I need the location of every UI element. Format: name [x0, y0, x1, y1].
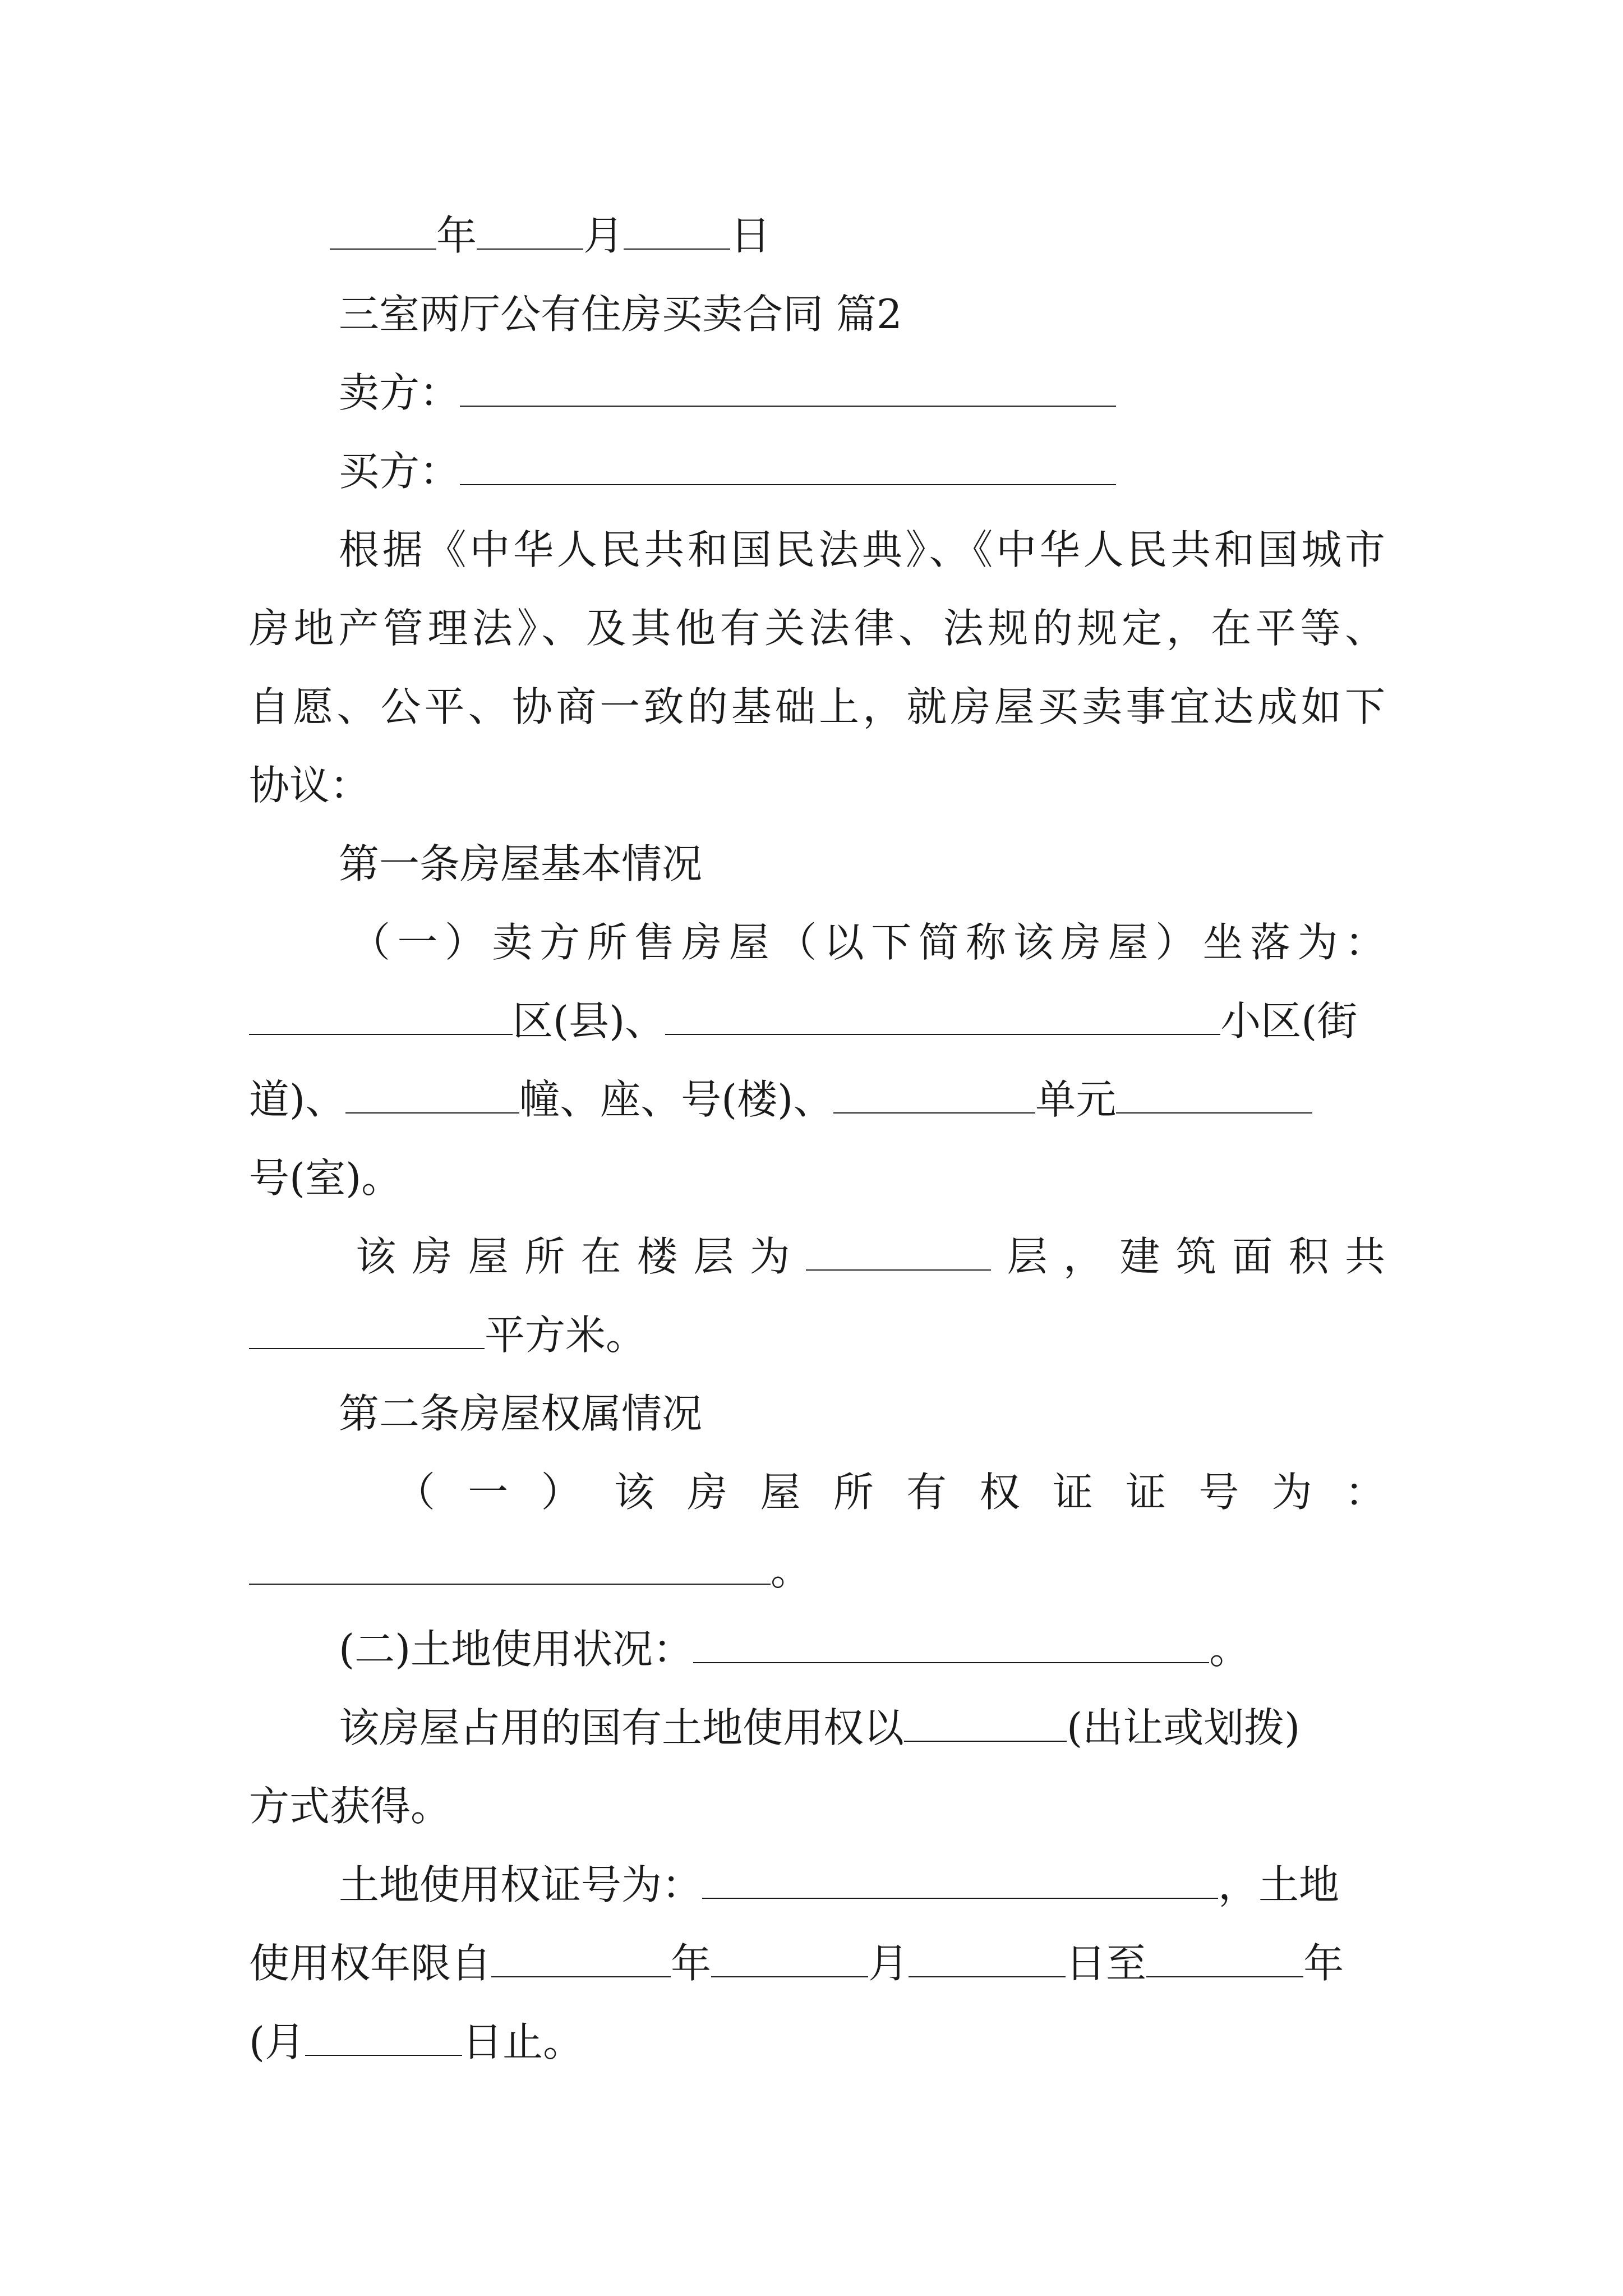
date-line: 年 月 日 [249, 202, 1385, 269]
community-blank [665, 998, 1220, 1035]
year-blank [330, 213, 436, 250]
building-blank [833, 1076, 1035, 1114]
certificate-blank [249, 1548, 771, 1585]
intro-line-1: 根据《中华人民共和国民法典》、《中华人民共和国城市 [339, 526, 1385, 573]
seller-blank [460, 370, 1116, 407]
seller-line: 卖方： [249, 359, 1385, 426]
land-certificate-line: 土地使用权证号为： ，土地 [339, 1861, 1340, 1908]
certificate-line: 。 [249, 1537, 1385, 1604]
area-line: 平方米。 [249, 1301, 1385, 1369]
article-2-title: 第二条房屋权属情况 [339, 1390, 703, 1437]
land-cert-blank [702, 1862, 1218, 1899]
day-blank [624, 213, 730, 250]
end-year-blank [1146, 1940, 1303, 1977]
intro-line-2: 房地产管理法》、及其他有关法律、法规的规定，在平等、 [249, 605, 1385, 652]
land-acquisition-end: 方式获得。 [249, 1783, 451, 1830]
term-year-blank [491, 1940, 671, 1977]
month-blank [477, 213, 583, 250]
land-status-blank [693, 1626, 1209, 1663]
location-line: 区(县)、 小区(街 [249, 987, 1385, 1055]
area-blank [249, 1312, 485, 1349]
land-term-line: 使用权年限自 年 月 日至 年 [249, 1940, 1344, 1987]
land-term-end-line: (月 日止。 [249, 2018, 584, 2065]
district-blank [249, 998, 513, 1035]
intro-line-3: 自愿、公平、协商一致的基础上，就房屋买卖事宜达成如下 [249, 683, 1385, 730]
land-acquisition-line: 该房屋占用的国有土地使用权以 (出让或划拨) [339, 1704, 1301, 1751]
article-2-item-2: (二)土地使用状况： 。 [339, 1626, 1250, 1673]
article-1-title: 第一条房屋基本情况 [339, 840, 703, 887]
document-heading: 三室两厅公有住房买卖合同 篇2 [339, 291, 902, 338]
building-line: 道)、 幢、座、号(楼)、 单元 [249, 1066, 1385, 1133]
term-day-blank [909, 1940, 1066, 1977]
room-line: 号(室)。 [249, 1154, 402, 1202]
acquisition-blank [904, 1705, 1067, 1742]
intro-line-4: 协议： [249, 762, 371, 809]
article-1-item-1: （一）卖方所售房屋（以下简称该房屋）坐落为： [350, 919, 1385, 966]
unit-blank [1116, 1076, 1312, 1114]
end-day-blank [305, 2019, 462, 2056]
floor-line: 该房屋所在楼层为 层，建筑面积共 [356, 1233, 1385, 1280]
buyer-line: 买方： [249, 438, 1385, 505]
floor-blank [806, 1234, 991, 1271]
article-2-item-1: （一）该房屋所有权证证号为： [395, 1469, 1385, 1516]
street-blank [345, 1076, 519, 1114]
buyer-blank [460, 448, 1116, 485]
term-month-blank [711, 1940, 868, 1977]
